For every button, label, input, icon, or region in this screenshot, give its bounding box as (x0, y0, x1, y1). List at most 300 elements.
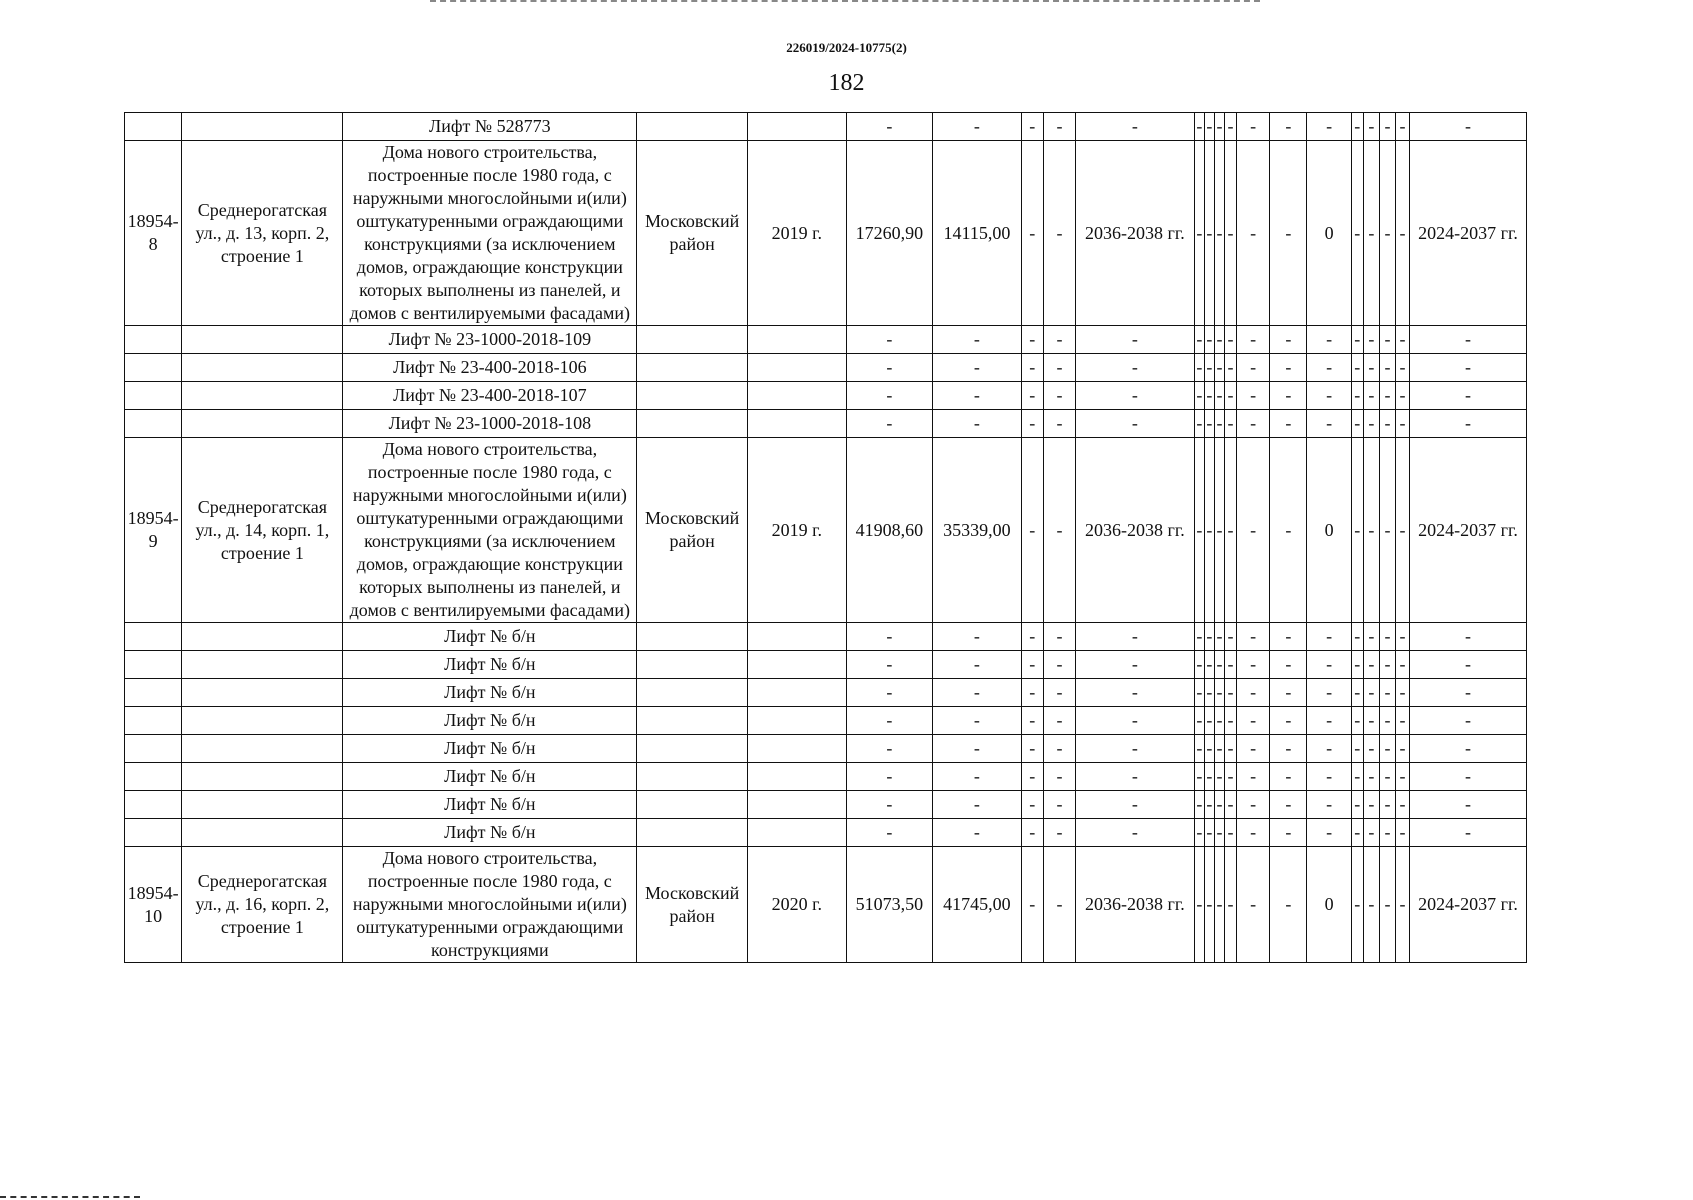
address-cell: Среднерогатская ул., д. 16, корп. 2, строение 1 (182, 847, 343, 963)
value-cell: - (1224, 819, 1236, 847)
value-cell: - (1396, 113, 1410, 141)
row-number-cell (125, 707, 182, 735)
value-cell: - (1396, 354, 1410, 382)
area-living-cell: - (933, 763, 1022, 791)
value-cell: - (1194, 113, 1204, 141)
lift-row (125, 382, 1527, 410)
district-cell (637, 382, 748, 410)
area-total-cell: - (846, 735, 933, 763)
period-cell: - (1076, 113, 1195, 141)
value-cell: - (1307, 791, 1351, 819)
period-cell: - (1410, 791, 1527, 819)
value-cell: - (1043, 141, 1075, 326)
area-total-cell: - (846, 113, 933, 141)
building-row (125, 438, 1527, 623)
value-cell: - (1379, 791, 1395, 819)
area-living-cell: - (933, 382, 1022, 410)
value-cell: - (1214, 735, 1224, 763)
value-cell: - (1204, 791, 1214, 819)
address-cell (182, 651, 343, 679)
value-cell: - (1224, 707, 1236, 735)
value-cell: - (1237, 623, 1270, 651)
value-cell: - (1363, 438, 1379, 623)
value-cell: - (1396, 847, 1410, 963)
period-cell: - (1410, 651, 1527, 679)
value-cell: - (1237, 791, 1270, 819)
lift-row (125, 735, 1527, 763)
period-cell: - (1076, 679, 1195, 707)
period-cell: - (1410, 735, 1527, 763)
value-cell: - (1043, 791, 1075, 819)
district-cell (637, 113, 748, 141)
value-cell: - (1043, 623, 1075, 651)
lift-row (125, 326, 1527, 354)
value-cell: - (1363, 382, 1379, 410)
value-cell: - (1021, 623, 1043, 651)
lift-label-cell: Лифт № 23-400-2018-106 (343, 354, 637, 382)
value-cell: - (1396, 326, 1410, 354)
year-cell (747, 679, 846, 707)
value-cell: - (1204, 326, 1214, 354)
period-cell: - (1076, 763, 1195, 791)
row-number-cell (125, 623, 182, 651)
value-cell: - (1214, 847, 1224, 963)
value-cell: - (1224, 623, 1236, 651)
value-cell: - (1224, 847, 1236, 963)
value-cell: - (1379, 141, 1395, 326)
year-cell (747, 354, 846, 382)
document-id: 226019/2024-10775(2) (786, 40, 907, 55)
value-cell: - (1214, 382, 1224, 410)
value-cell: - (1307, 382, 1351, 410)
value-cell: - (1396, 763, 1410, 791)
area-total-cell: - (846, 623, 933, 651)
period-cell: - (1410, 763, 1527, 791)
value-cell: - (1379, 113, 1395, 141)
district-cell (637, 410, 748, 438)
value-cell: - (1379, 651, 1395, 679)
period-cell: 2024-2037 гг. (1410, 847, 1527, 963)
value-cell: - (1351, 847, 1363, 963)
value-cell: - (1379, 382, 1395, 410)
address-cell (182, 410, 343, 438)
area-total-cell: - (846, 791, 933, 819)
year-cell: 2019 г. (747, 438, 846, 623)
value-cell: - (1351, 707, 1363, 735)
year-cell (747, 819, 846, 847)
period-cell: - (1410, 113, 1527, 141)
value-cell: - (1237, 763, 1270, 791)
value-cell: - (1194, 847, 1204, 963)
value-cell: - (1363, 819, 1379, 847)
district-cell: Московский район (637, 438, 748, 623)
period-cell: - (1410, 326, 1527, 354)
period-cell: - (1410, 623, 1527, 651)
area-living-cell: - (933, 354, 1022, 382)
district-cell (637, 707, 748, 735)
value-cell: - (1043, 847, 1075, 963)
row-number-cell: 18954-8 (125, 141, 182, 326)
area-total-cell: - (846, 707, 933, 735)
year-cell (747, 651, 846, 679)
value-cell: - (1307, 326, 1351, 354)
area-living-cell: - (933, 623, 1022, 651)
value-cell: - (1237, 354, 1270, 382)
value-cell: - (1224, 141, 1236, 326)
value-cell: - (1224, 791, 1236, 819)
district-cell (637, 326, 748, 354)
value-cell: - (1237, 735, 1270, 763)
value-cell: - (1307, 651, 1351, 679)
lift-row (125, 819, 1527, 847)
area-living-cell: - (933, 679, 1022, 707)
value-cell: - (1021, 707, 1043, 735)
value-cell: - (1194, 735, 1204, 763)
period-cell: 2036-2038 гг. (1076, 141, 1195, 326)
value-cell: - (1379, 847, 1395, 963)
address-cell (182, 763, 343, 791)
value-cell: - (1043, 113, 1075, 141)
value-cell: - (1021, 847, 1043, 963)
value-cell: - (1214, 438, 1224, 623)
period-cell: 2024-2037 гг. (1410, 141, 1527, 326)
year-cell (747, 410, 846, 438)
value-cell: - (1396, 410, 1410, 438)
lift-row (125, 707, 1527, 735)
row-number-cell (125, 679, 182, 707)
value-cell: - (1204, 735, 1214, 763)
value-cell: - (1351, 113, 1363, 141)
register-body (125, 113, 1527, 963)
lift-label-cell: Лифт № 23-400-2018-107 (343, 382, 637, 410)
value-cell: - (1194, 326, 1204, 354)
value-cell: - (1021, 819, 1043, 847)
lift-label-cell: Лифт № б/н (343, 735, 637, 763)
description-cell: Дома нового строительства, построенные после 1980 года, с наружными многослойными и(или) оштукатуренными ограждающими конструкциями (за исключением домов, ограждающие конструкции которых выполнены из панелей, и домов с вентилируемыми фасадами) (343, 141, 637, 326)
address-cell (182, 354, 343, 382)
value-cell: - (1043, 707, 1075, 735)
area-living-cell: - (933, 735, 1022, 763)
value-cell: - (1194, 623, 1204, 651)
value-cell: - (1307, 707, 1351, 735)
register-table (124, 112, 1527, 963)
building-row (125, 847, 1527, 963)
row-number-cell (125, 410, 182, 438)
district-cell (637, 354, 748, 382)
lift-label-cell: Лифт № б/н (343, 791, 637, 819)
lift-row (125, 651, 1527, 679)
value-cell: - (1363, 735, 1379, 763)
value-cell: - (1270, 141, 1307, 326)
value-cell: - (1237, 679, 1270, 707)
value-cell: - (1204, 651, 1214, 679)
period-cell: - (1076, 354, 1195, 382)
value-cell: - (1214, 707, 1224, 735)
period-cell: - (1076, 791, 1195, 819)
value-cell: - (1204, 623, 1214, 651)
period-cell: - (1076, 819, 1195, 847)
value-cell: - (1224, 651, 1236, 679)
row-number-cell: 18954-9 (125, 438, 182, 623)
year-cell: 2019 г. (747, 141, 846, 326)
address-cell (182, 819, 343, 847)
value-cell: - (1351, 326, 1363, 354)
district-cell (637, 623, 748, 651)
value-cell: - (1214, 791, 1224, 819)
period-cell: - (1076, 651, 1195, 679)
row-number-cell (125, 791, 182, 819)
value-cell: - (1351, 382, 1363, 410)
area-total-cell: 51073,50 (846, 847, 933, 963)
area-living-cell: - (933, 410, 1022, 438)
address-cell (182, 735, 343, 763)
period-cell: - (1410, 819, 1527, 847)
value-cell: - (1396, 623, 1410, 651)
value-cell: - (1204, 707, 1214, 735)
value-cell: - (1270, 113, 1307, 141)
address-cell (182, 623, 343, 651)
lift-row (125, 113, 1527, 141)
value-cell: - (1194, 651, 1204, 679)
district-cell (637, 679, 748, 707)
value-cell: - (1224, 679, 1236, 707)
value-cell: - (1396, 141, 1410, 326)
area-total-cell: - (846, 382, 933, 410)
area-total-cell: - (846, 410, 933, 438)
period-cell: - (1410, 679, 1527, 707)
lift-row (125, 623, 1527, 651)
area-living-cell: - (933, 326, 1022, 354)
value-cell: - (1237, 382, 1270, 410)
value-cell: - (1270, 707, 1307, 735)
lift-label-cell: Лифт № б/н (343, 819, 637, 847)
year-cell (747, 623, 846, 651)
value-cell: - (1021, 735, 1043, 763)
value-cell: - (1237, 326, 1270, 354)
value-cell: - (1224, 438, 1236, 623)
value-cell: - (1237, 438, 1270, 623)
area-living-cell: - (933, 707, 1022, 735)
value-cell: - (1270, 438, 1307, 623)
value-cell: - (1043, 354, 1075, 382)
area-total-cell: 17260,90 (846, 141, 933, 326)
period-cell: - (1410, 707, 1527, 735)
area-living-cell: - (933, 651, 1022, 679)
value-cell: - (1363, 679, 1379, 707)
lift-label-cell: Лифт № б/н (343, 707, 637, 735)
value-cell: - (1237, 410, 1270, 438)
value-cell: - (1270, 763, 1307, 791)
value-cell: - (1351, 791, 1363, 819)
value-cell: - (1194, 354, 1204, 382)
value-cell: - (1307, 819, 1351, 847)
value-cell: - (1214, 410, 1224, 438)
district-cell (637, 819, 748, 847)
value-cell: - (1379, 819, 1395, 847)
value-cell: - (1214, 141, 1224, 326)
value-cell: - (1270, 651, 1307, 679)
area-total-cell: 41908,60 (846, 438, 933, 623)
value-cell: - (1363, 354, 1379, 382)
value-cell: - (1270, 410, 1307, 438)
value-cell: - (1351, 438, 1363, 623)
period-cell: 2024-2037 гг. (1410, 438, 1527, 623)
value-cell: - (1270, 847, 1307, 963)
value-cell: - (1363, 651, 1379, 679)
row-number-cell (125, 354, 182, 382)
value-cell: - (1351, 735, 1363, 763)
value-cell: - (1194, 679, 1204, 707)
area-total-cell: - (846, 651, 933, 679)
district-cell (637, 651, 748, 679)
page-number: 182 (828, 70, 865, 96)
value-cell: - (1379, 410, 1395, 438)
value-cell: 0 (1307, 847, 1351, 963)
area-living-cell: - (933, 113, 1022, 141)
row-number-cell (125, 735, 182, 763)
value-cell: - (1214, 763, 1224, 791)
value-cell: - (1204, 763, 1214, 791)
year-cell (747, 326, 846, 354)
lift-row (125, 763, 1527, 791)
lift-row (125, 679, 1527, 707)
value-cell: - (1204, 679, 1214, 707)
period-cell: - (1076, 623, 1195, 651)
value-cell: - (1204, 354, 1214, 382)
value-cell: - (1363, 141, 1379, 326)
value-cell: - (1307, 354, 1351, 382)
value-cell: - (1379, 438, 1395, 623)
value-cell: - (1204, 141, 1214, 326)
value-cell: - (1307, 735, 1351, 763)
address-cell (182, 707, 343, 735)
value-cell: - (1021, 651, 1043, 679)
value-cell: - (1224, 113, 1236, 141)
value-cell: - (1351, 819, 1363, 847)
value-cell: - (1307, 113, 1351, 141)
value-cell: - (1351, 141, 1363, 326)
value-cell: - (1379, 679, 1395, 707)
value-cell: - (1351, 410, 1363, 438)
value-cell: - (1021, 354, 1043, 382)
value-cell: - (1270, 623, 1307, 651)
value-cell: - (1194, 141, 1204, 326)
value-cell: - (1214, 819, 1224, 847)
lift-label-cell: Лифт № 23-1000-2018-108 (343, 410, 637, 438)
period-cell: - (1076, 410, 1195, 438)
value-cell: - (1043, 679, 1075, 707)
value-cell: - (1270, 382, 1307, 410)
value-cell: 0 (1307, 141, 1351, 326)
value-cell: - (1351, 679, 1363, 707)
value-cell: - (1396, 735, 1410, 763)
row-number-cell (125, 651, 182, 679)
area-total-cell: - (846, 763, 933, 791)
address-cell: Среднерогатская ул., д. 14, корп. 1, строение 1 (182, 438, 343, 623)
address-cell (182, 382, 343, 410)
area-living-cell: 35339,00 (933, 438, 1022, 623)
value-cell: - (1379, 735, 1395, 763)
value-cell: - (1194, 791, 1204, 819)
value-cell: - (1043, 410, 1075, 438)
value-cell: - (1043, 651, 1075, 679)
value-cell: - (1307, 679, 1351, 707)
row-number-cell (125, 763, 182, 791)
address-cell (182, 791, 343, 819)
value-cell: - (1396, 438, 1410, 623)
row-number-cell (125, 113, 182, 141)
lift-row (125, 410, 1527, 438)
value-cell: - (1379, 707, 1395, 735)
value-cell: - (1270, 735, 1307, 763)
value-cell: - (1307, 623, 1351, 651)
value-cell: 0 (1307, 438, 1351, 623)
value-cell: - (1204, 819, 1214, 847)
lift-label-cell: Лифт № б/н (343, 679, 637, 707)
value-cell: - (1224, 735, 1236, 763)
scan-artifact-top (430, 0, 1260, 4)
value-cell: - (1224, 326, 1236, 354)
value-cell: - (1204, 847, 1214, 963)
value-cell: - (1214, 679, 1224, 707)
value-cell: - (1363, 791, 1379, 819)
value-cell: - (1396, 791, 1410, 819)
district-cell (637, 763, 748, 791)
period-cell: 2036-2038 гг. (1076, 438, 1195, 623)
value-cell: - (1043, 438, 1075, 623)
value-cell: - (1194, 382, 1204, 410)
value-cell: - (1270, 354, 1307, 382)
scan-artifact-bottom (0, 1196, 140, 1200)
value-cell: - (1351, 623, 1363, 651)
value-cell: - (1396, 651, 1410, 679)
lift-label-cell: Лифт № б/н (343, 623, 637, 651)
value-cell: - (1214, 113, 1224, 141)
period-cell: - (1410, 382, 1527, 410)
value-cell: - (1043, 763, 1075, 791)
value-cell: - (1194, 763, 1204, 791)
value-cell: - (1237, 113, 1270, 141)
value-cell: - (1379, 326, 1395, 354)
value-cell: - (1043, 819, 1075, 847)
value-cell: - (1204, 410, 1214, 438)
value-cell: - (1270, 679, 1307, 707)
value-cell: - (1270, 326, 1307, 354)
lift-label-cell: Лифт № б/н (343, 651, 637, 679)
address-cell: Среднерогатская ул., д. 13, корп. 2, строение 1 (182, 141, 343, 326)
value-cell: - (1204, 438, 1214, 623)
period-cell: - (1076, 707, 1195, 735)
value-cell: - (1021, 326, 1043, 354)
value-cell: - (1237, 819, 1270, 847)
value-cell: - (1363, 763, 1379, 791)
value-cell: - (1021, 410, 1043, 438)
value-cell: - (1396, 679, 1410, 707)
row-number-cell (125, 819, 182, 847)
value-cell: - (1021, 141, 1043, 326)
value-cell: - (1214, 326, 1224, 354)
value-cell: - (1204, 113, 1214, 141)
value-cell: - (1194, 819, 1204, 847)
value-cell: - (1307, 763, 1351, 791)
value-cell: - (1363, 847, 1379, 963)
period-cell: - (1410, 410, 1527, 438)
address-cell (182, 113, 343, 141)
value-cell: - (1214, 651, 1224, 679)
value-cell: - (1396, 819, 1410, 847)
value-cell: - (1396, 707, 1410, 735)
value-cell: - (1224, 354, 1236, 382)
